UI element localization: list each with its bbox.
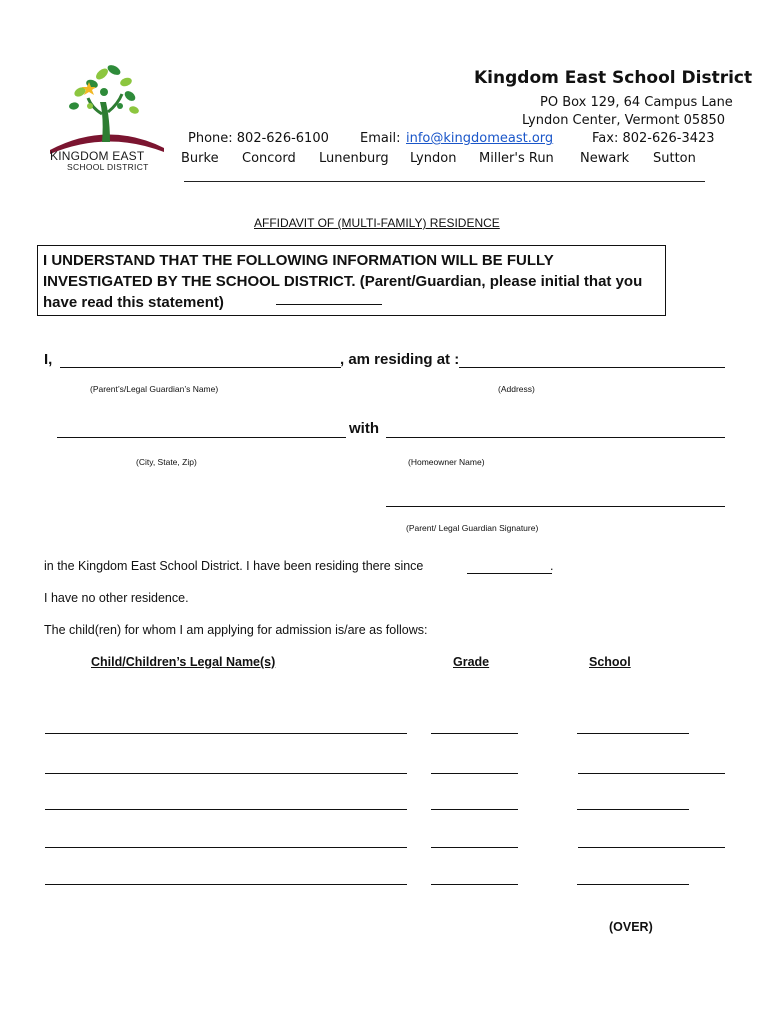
city-state-zip-label: (City, State, Zip)	[136, 457, 197, 467]
over-label: (OVER)	[609, 920, 653, 934]
address-line-2: Lyndon Center, Vermont 05850	[522, 113, 726, 128]
homeowner-name-label: (Homeowner Name)	[408, 457, 485, 467]
notice-text: I UNDERSTAND THAT THE FOLLOWING INFORMATION WILL BE FULLY INVESTIGATED BY THE SCHOOL DISTRICT. (Parent/Guardian, please initial that you have read this statement)	[43, 252, 643, 311]
column-header-grade: Grade	[453, 655, 490, 669]
logo-subtitle: SCHOOL DISTRICT	[67, 162, 149, 172]
no-other-residence-text: I have no other residence.	[44, 591, 189, 605]
column-header-school: School	[589, 655, 631, 669]
child-name-field-4[interactable]	[45, 847, 407, 848]
grade-field-2[interactable]	[431, 773, 518, 774]
children-intro-text: The child(ren) for whom I am applying for admission is/are as follows:	[44, 623, 428, 637]
school-field-3[interactable]	[577, 809, 689, 810]
header-divider	[184, 181, 705, 182]
email-label: Email:	[360, 131, 401, 146]
address-label: (Address)	[498, 384, 535, 394]
town-sutton: Sutton	[653, 151, 696, 166]
with-text: with	[349, 420, 379, 437]
town-lyndon: Lyndon	[410, 151, 457, 166]
residing-since-period: .	[550, 559, 554, 573]
town-burke: Burke	[181, 151, 219, 166]
phone: Phone: 802-626-6100	[188, 131, 329, 146]
address-line-1: PO Box 129, 64 Campus Lane	[540, 95, 733, 110]
residing-since-field[interactable]	[467, 573, 552, 574]
district-name: Kingdom East School District	[474, 68, 753, 88]
initial-field[interactable]	[276, 304, 382, 305]
town-millers-run: Miller's Run	[479, 151, 554, 166]
town-concord: Concord	[242, 151, 296, 166]
fax: Fax: 802-626-3423	[592, 131, 715, 146]
child-name-field-1[interactable]	[45, 733, 407, 734]
guardian-name-label: (Parent’s/Legal Guardian’s Name)	[90, 384, 219, 394]
grade-field-1[interactable]	[431, 733, 518, 734]
logo-name: KINGDOM EAST	[50, 149, 145, 163]
school-field-2[interactable]	[578, 773, 725, 774]
child-name-field-2[interactable]	[45, 773, 407, 774]
guardian-name-field[interactable]	[60, 367, 341, 368]
grade-field-4[interactable]	[431, 847, 518, 848]
i-prefix: I,	[44, 351, 53, 368]
residing-at-text: , am residing at :	[340, 351, 460, 368]
grade-field-5[interactable]	[431, 884, 518, 885]
form-heading: AFFIDAVIT OF (MULTI-FAMILY) RESIDENCE	[254, 216, 500, 230]
town-lunenburg: Lunenburg	[319, 151, 389, 166]
signature-label: (Parent/ Legal Guardian Signature)	[406, 523, 539, 533]
address-field[interactable]	[459, 367, 725, 368]
notice-box	[37, 245, 666, 316]
school-field-4[interactable]	[578, 847, 725, 848]
grade-field-3[interactable]	[431, 809, 518, 810]
child-name-field-3[interactable]	[45, 809, 407, 810]
child-name-field-5[interactable]	[45, 884, 407, 885]
residing-since-text: in the Kingdom East School District. I have been residing there since	[44, 559, 424, 573]
school-field-1[interactable]	[577, 733, 689, 734]
school-field-5[interactable]	[577, 884, 689, 885]
town-newark: Newark	[580, 151, 630, 166]
signature-field[interactable]	[386, 506, 725, 507]
homeowner-name-field[interactable]	[386, 437, 725, 438]
email-link[interactable]: info@kingdomeast.org	[406, 131, 554, 146]
column-header-names: Child/Children’s Legal Name(s)	[91, 655, 276, 669]
city-state-zip-field[interactable]	[57, 437, 346, 438]
